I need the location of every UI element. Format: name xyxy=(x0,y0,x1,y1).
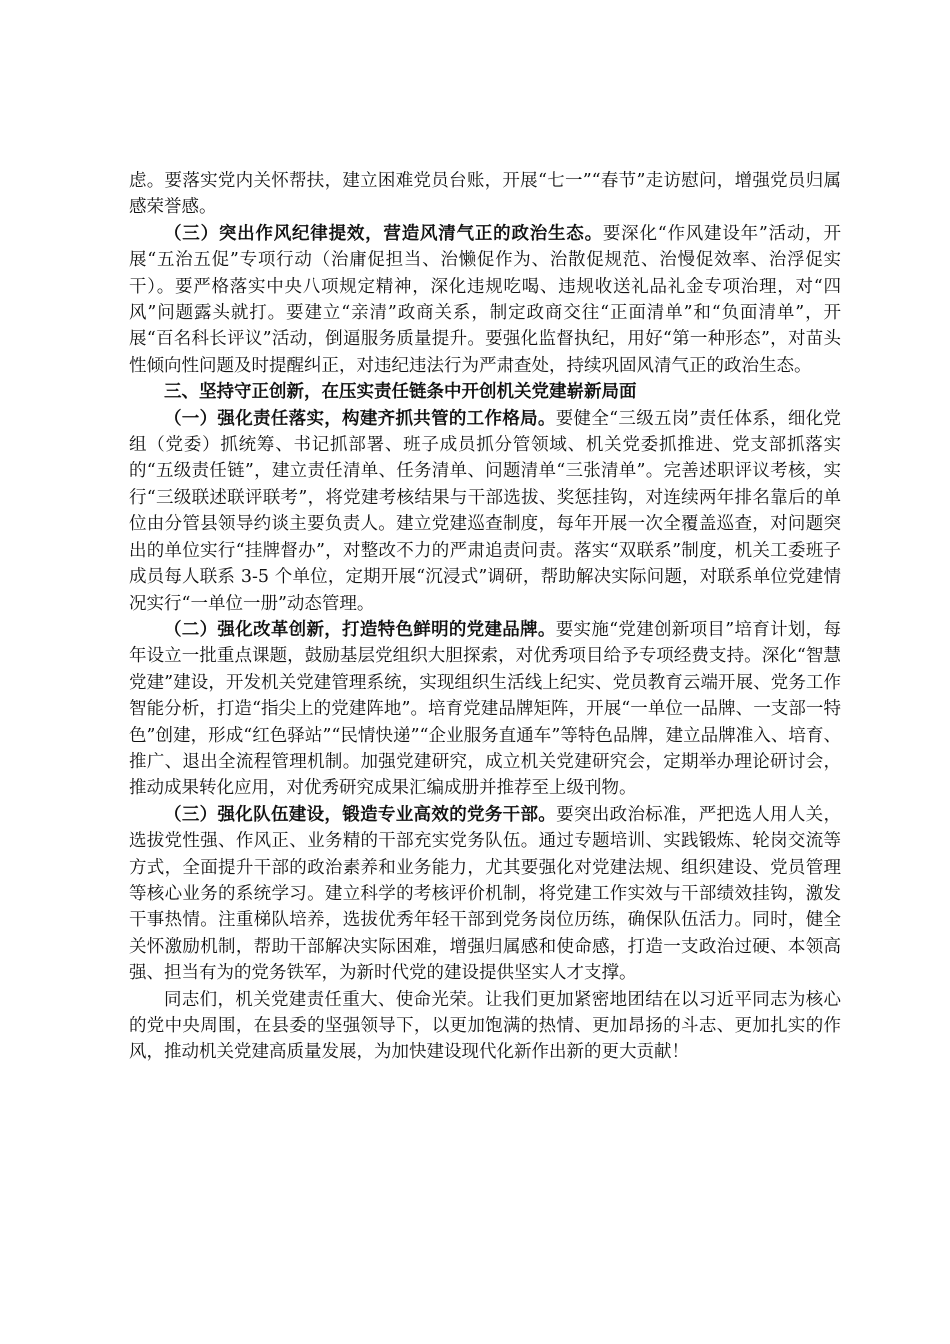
paragraph-lead: （一）强化责任落实，构建齐抓共管的工作格局。 xyxy=(164,408,556,429)
paragraph-lead: （二）强化改革创新，打造特色鲜明的党建品牌。 xyxy=(164,619,556,640)
paragraph-3-2 xyxy=(129,617,841,802)
paragraph-lead: （三）突出作风纪律提效，营造风清气正的政治生态。 xyxy=(164,223,603,244)
section-heading-text: 三、坚持守正创新，在压实责任链条中开创机关党建崭新局面 xyxy=(164,382,637,403)
paragraph-text: 要健全“三级五岗”责任体系，细化党组（党委）抓统筹、书记抓部署、班子成员抓分管领域、机关党委抓推进、党支部抓落实的“五级责任链”，建立责任清单、任务清单、问题清单“三张清单”。完善述职评议考核，实行“三级联述联评联考”，将党建考核结果与干部选拔、奖惩挂钩，对连续两年排名靠后的单位由分管县领导约谈主要负责人。建立党建巡查制度，每年开展一次全覆盖巡查，对问题突出的单位实行“挂牌督办”，对整改不力的严肃追责问责。落实“双联系”制度，机关工委班子成员每人联系 3-5 个单位，定期开展“沉浸式”调研，帮助解决实际问题，对联系单位党建情况实行“一单位一册”动态管理。 xyxy=(129,408,841,614)
paragraph-3-3 xyxy=(129,802,841,987)
paragraph-text: 要深化“作风建设年”活动，开展“五治五促”专项行动（治庸促担当、治懒促作为、治散促规范、治慢促效率、治浮促实干）。要严格落实中央八项规定精神，深化违规吃喝、违规收送礼品礼金专项治理，对“四风”问题露头就打。要建立“亲清”政商关系，制定政商交往“正面清单”和“负面清单”，开展“百名科长评议”活动，倒逼服务质量提升。要强化监督执纪，用好“第一种形态”，对苗头性倾向性问题及时提醒纠正，对违纪违法行为严肃查处，持续巩固风清气正的政治生态。 xyxy=(129,223,841,376)
paragraph-text: 要实施“党建创新项目”培育计划，每年设立一批重点课题，鼓励基层党组织大胆探索，对优秀项目给予专项经费支持。深化“智慧党建”建设，开发机关党建管理系统，实现组织生活线上纪实、党员教育云端开展、党务工作智能分析，打造“指尖上的党建阵地”。培育党建品牌矩阵，开展“一单位一品牌、一支部一特色”创建，形成“红色驿站”“民情快递”“企业服务直通车”等特色品牌，建立品牌准入、培育、推广、退出全流程管理机制。加强党建研究，成立机关党建研究会，定期举办理论研讨会，推动成果转化应用，对优秀研究成果汇编成册并推荐至上级刊物。 xyxy=(129,619,841,799)
paragraph-text: 同志们，机关党建责任重大、使命光荣。让我们更加紧密地团结在以习近平同志为核心的党中央周围，在县委的坚强领导下，以更加饱满的热情、更加昂扬的斗志、更加扎实的作风，推动机关党建高质量发展，为加快建设现代化新作出新的更大贡献！ xyxy=(129,989,841,1063)
paragraph-text: 要突出政治标准，严把选人用人关，选拔党性强、作风正、业务精的干部充实党务队伍。通过专题培训、实践锻炼、轮岗交流等方式，全面提升干部的政治素养和业务能力，尤其要强化对党建法规、组织建设、党员管理等核心业务的系统学习。建立科学的考核评价机制，将党建工作实效与干部绩效挂钩，激发干事热情。注重梯队培养，选拔优秀年轻干部到党务岗位历练，确保队伍活力。同时，健全关怀激励机制，帮助干部解决实际困难，增强归属感和使命感，打造一支政治过硬、本领高强、担当有为的党务铁军，为新时代党的建设提供坚实人才支撑。 xyxy=(129,804,842,984)
paragraph-continued xyxy=(129,168,841,221)
paragraph-3-1 xyxy=(129,406,841,617)
document-page xyxy=(129,168,841,1066)
section-heading xyxy=(129,379,841,405)
paragraph-closing xyxy=(129,987,841,1066)
paragraph-lead: （三）强化队伍建设，锻造专业高效的党务干部。 xyxy=(164,804,557,825)
paragraph-text: 虑。要落实党内关怀帮扶，建立困难党员台账，开展“七一”“春节”走访慰问，增强党员归属感荣誉感。 xyxy=(129,171,841,218)
paragraph-2-3 xyxy=(129,221,841,379)
